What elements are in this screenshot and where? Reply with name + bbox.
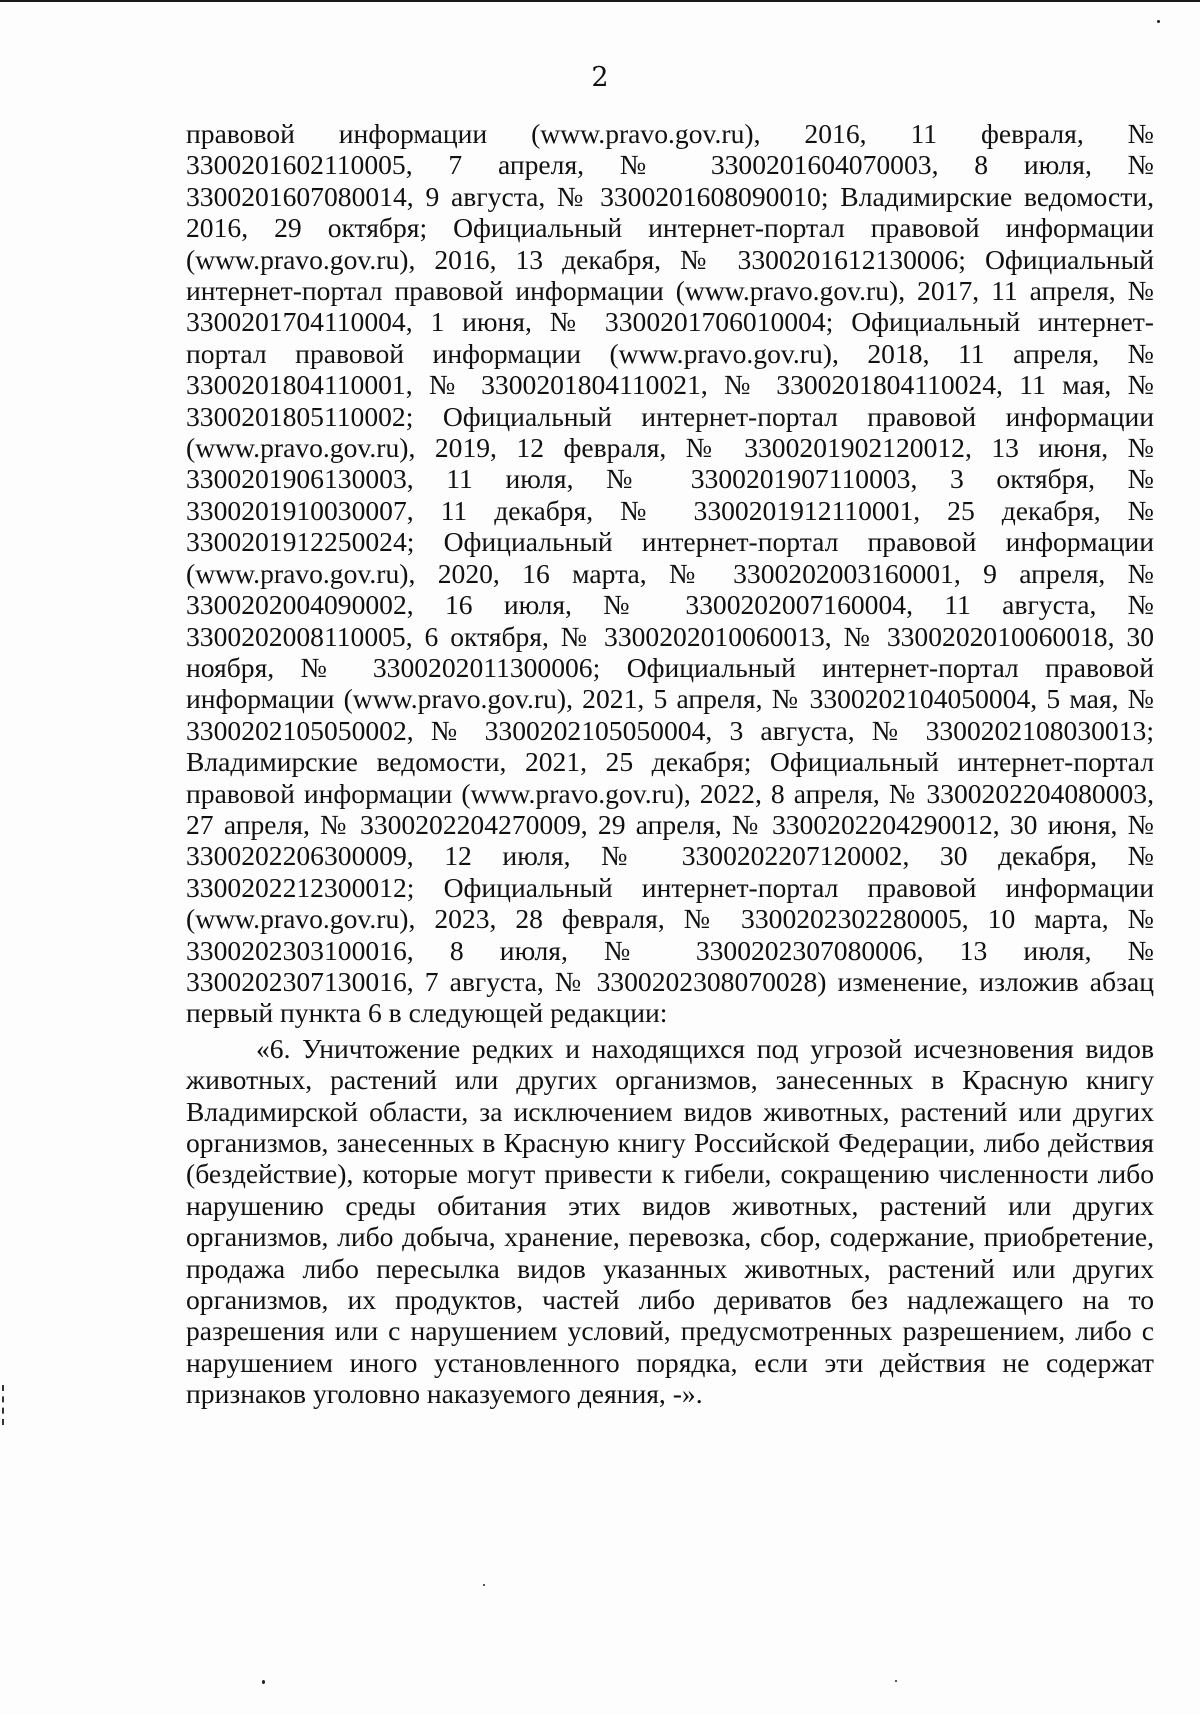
page-number: 2 xyxy=(591,62,609,93)
document-body xyxy=(186,118,1154,1410)
scan-speck xyxy=(483,1584,485,1586)
scan-edge-mark xyxy=(2,1385,6,1425)
scan-speck xyxy=(262,1680,265,1684)
paragraph-sources-list: правовой информации (www.pravo.gov.ru), 2016, 11 февраля, № 3300201602110005, 7 апреля, № 3300201604070003, 8 июля, № 3300201607080014, 9 августа, № 3300201608090010; Владимирские ведомости, 2016, 29 октября; Официальный интернет-портал правовой информации (www.pravo.gov.ru), 2016, 13 декабря, № 3300201612130006; Официальный интернет-портал правовой информации (www.pravo.gov.ru), 2017, 11 апреля, № 3300201704110004, 1 июня, № 3300201706010004; Официальный интернет-портал правовой информации (www.pravo.gov.ru), 2018, 11 апреля, № 3300201804110001, № 3300201804110021, № 3300201804110024, 11 мая, № 3300201805110002; Официальный интернет-портал правовой информации (www.pravo.gov.ru), 2019, 12 февраля, № 3300201902120012, 13 июня, № 3300201906130003, 11 июля, № 3300201907110003, 3 октября, № 3300201910030007, 11 декабря, № 3300201912110001, 25 декабря, № 3300201912250024; Официальный интернет-портал правовой информации (www.pravo.gov.ru), 2020, 16 марта, № 3300202003160001, 9 апреля, № 3300202004090002, 16 июля, № 3300202007160004, 11 августа, № 3300202008110005, 6 октября, № 3300202010060013, № 3300202010060018, 30 ноября, № 3300202011300006; Официальный интернет-портал правовой информации (www.pravo.gov.ru), 2021, 5 апреля, № 3300202104050004, 5 мая, № 3300202105050002, № 3300202105050004, 3 августа, № 3300202108030013; Владимирские ведомости, 2021, 25 декабря; Официальный интернет-портал правовой информации (www.pravo.gov.ru), 2022, 8 апреля, № 3300202204080003, 27 апреля, № 3300202204270009, 29 апреля, № 3300202204290012, 30 июня, № 3300202206300009, 12 июля, № 3300202207120002, 30 декабря, № 3300202212300012; Официальный интернет-портал правовой информации (www.pravo.gov.ru), 2023, 28 февраля, № 3300202302280005, 10 марта, № 3300202303100016, 8 июля, № 3300202307080006, 13 июля, № 3300202307130016, 7 августа, № 3300202308070028) изменение, изложив абзац первый пункта 6 в следующей редакции: xyxy=(186,118,1154,1029)
scan-speck xyxy=(895,1680,897,1682)
scan-speck xyxy=(1157,20,1160,23)
paragraph-amendment-text: «6. Уничтожение редких и находящихся под угрозой исчезновения видов животных, растений или других организмов, занесенных в Красную книгу Владимирской области, за исключением видов животных, растений или других организмов, занесенных в Красную книгу Российской Федерации, либо действия (бездействие), которые могут привести к гибели, сокращению численности либо нарушению среды обитания этих видов животных, растений или других организмов, либо добыча, хранение, перевозка, сбор, содержание, приобретение, продажа либо пересылка видов указанных животных, растений или других организмов, их продуктов, частей либо дериватов без надлежащего на то разрешения или с нарушением условий, предусмотренных разрешением, либо с нарушением иного установленного порядка, если эти действия не содержат признаков уголовно наказуемого деяния, -». xyxy=(186,1032,1154,1410)
scan-top-edge xyxy=(0,0,1200,2)
